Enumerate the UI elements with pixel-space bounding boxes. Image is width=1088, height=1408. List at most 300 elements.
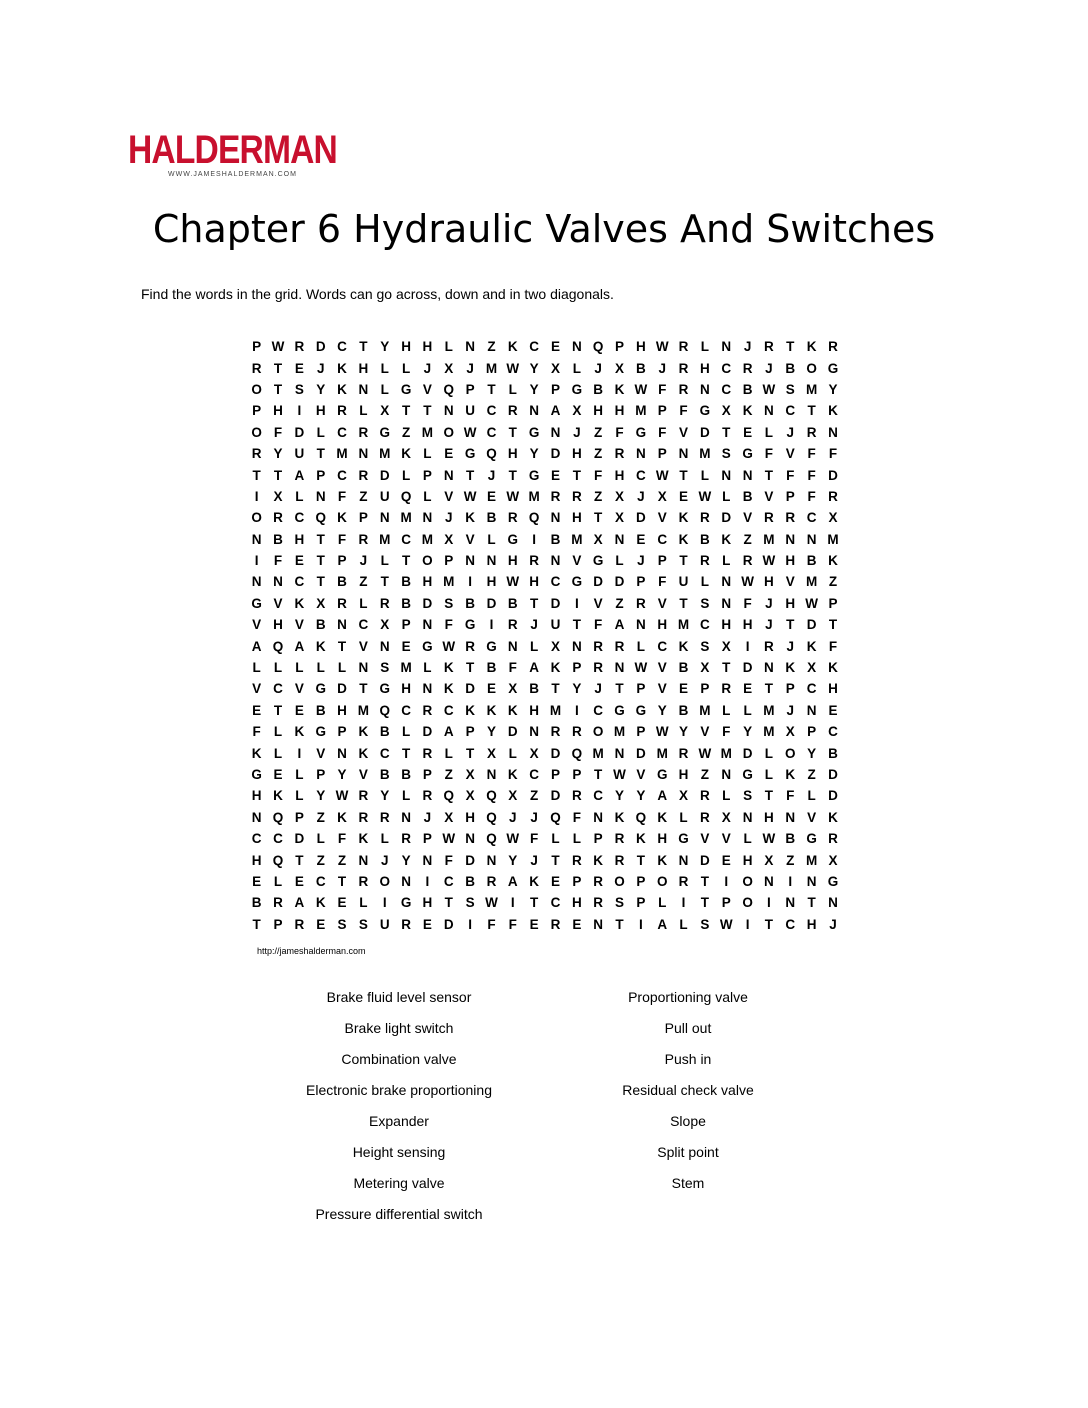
grid-letter: H (721, 617, 732, 633)
grid-letter: V (807, 809, 817, 825)
grid-letter: T (615, 681, 624, 697)
grid-letter: K (401, 446, 411, 462)
grid-letter: Q (486, 446, 497, 462)
grid-letter: M (549, 702, 562, 718)
grid-letter: L (359, 895, 368, 911)
grid-letter: R (700, 809, 710, 825)
grid-letter: Q (528, 510, 540, 526)
grid-letter: H (273, 617, 283, 633)
grid-letter: C (550, 574, 561, 590)
grid-letter: T (316, 574, 325, 590)
grid-letter: D (315, 339, 326, 355)
grid-letter: B (401, 767, 411, 782)
grid-letter: R (700, 510, 710, 526)
grid-letter: F (594, 617, 603, 633)
grid-letter: Y (401, 852, 411, 868)
grid-letter: E (486, 681, 496, 697)
grid-letter: F (530, 831, 539, 847)
grid-letter: P (465, 724, 475, 740)
grid-row (246, 571, 844, 592)
word-list-item: Push in (664, 1051, 712, 1067)
grid-letter: B (273, 531, 283, 547)
grid-letter: N (614, 745, 625, 761)
grid-letter: V (636, 767, 646, 782)
grid-letter: Y (316, 788, 326, 804)
grid-letter: V (593, 595, 603, 611)
grid-letter: T (764, 916, 774, 932)
grid-letter: E (444, 446, 454, 462)
grid-letter: H (529, 574, 540, 590)
grid-letter: P (550, 767, 560, 782)
grid-letter: T (359, 339, 368, 355)
grid-letter: C (828, 724, 838, 740)
grid-letter: P (401, 617, 411, 633)
grid-letter: C (529, 339, 540, 355)
grid-letter: S (615, 895, 625, 911)
grid-letter: L (572, 360, 581, 376)
grid-letter: B (550, 531, 561, 547)
grid-letter: B (678, 702, 689, 718)
grid-letter: C (550, 895, 561, 911)
grid-letter: G (315, 724, 326, 740)
grid-letter: Z (786, 852, 795, 868)
grid-letter: P (657, 403, 667, 419)
grid-letter: G (827, 873, 839, 889)
grid-letter: D (550, 745, 561, 761)
grid-row (246, 678, 844, 699)
grid-letter: R (379, 595, 390, 611)
grid-letter: P (657, 446, 667, 462)
grid-letter: V (316, 745, 326, 761)
grid-row (246, 379, 844, 400)
grid-letter: X (273, 488, 283, 504)
grid-letter: Z (743, 531, 752, 547)
grid-letter: N (422, 681, 433, 697)
grid-letter: N (614, 531, 625, 547)
grid-letter: W (463, 424, 477, 440)
grid-letter: H (251, 788, 262, 804)
grid-letter: E (572, 916, 582, 932)
grid-letter: R (678, 360, 689, 376)
grid-letter: Q (272, 638, 284, 654)
grid-letter: E (294, 553, 304, 569)
grid-letter: D (721, 510, 732, 526)
grid-letter: D (550, 595, 561, 611)
grid-letter: V (252, 681, 262, 697)
grid-letter: E (294, 873, 304, 889)
grid-letter: L (295, 488, 304, 504)
grid-letter: J (765, 617, 773, 633)
grid-letter: R (358, 424, 369, 440)
grid-letter: F (337, 488, 347, 504)
grid-letter: R (507, 510, 518, 526)
grid-letter: N (742, 809, 753, 825)
grid-letter: N (550, 424, 561, 440)
grid-letter: Q (443, 788, 455, 804)
grid-letter: H (657, 831, 668, 847)
grid-letter: W (442, 831, 456, 847)
grid-letter: Q (272, 809, 284, 825)
grid-letter: N (764, 660, 774, 676)
footer-url: http://jameshalderman.com (257, 946, 366, 956)
grid-letter: M (699, 702, 711, 718)
grid-letter: F (807, 446, 816, 462)
grid-letter: H (678, 767, 689, 782)
grid-letter: E (294, 360, 304, 376)
grid-letter: R (614, 446, 625, 462)
grid-letter: G (806, 831, 817, 847)
grid-letter: G (656, 767, 668, 782)
grid-letter: X (486, 745, 496, 761)
grid-row (246, 828, 844, 849)
grid-letter: L (423, 446, 432, 462)
grid-letter: K (337, 381, 347, 397)
grid-letter: C (401, 531, 411, 547)
grid-letter: F (572, 809, 581, 825)
grid-letter: B (785, 360, 796, 376)
grid-letter: H (465, 809, 475, 825)
grid-letter: Z (444, 767, 453, 782)
grid-letter: N (486, 767, 497, 782)
grid-letter: D (486, 595, 497, 611)
grid-letter: D (700, 852, 710, 868)
grid-letter: H (657, 617, 668, 633)
grid-letter: N (721, 767, 732, 782)
grid-letter: B (315, 702, 326, 718)
grid-letter: X (807, 660, 817, 676)
grid-letter: D (422, 595, 433, 611)
grid-letter: M (592, 745, 604, 761)
grid-letter: H (764, 574, 774, 590)
grid-letter: V (465, 531, 475, 547)
grid-letter: Z (615, 595, 624, 611)
grid-letter: W (271, 339, 285, 355)
grid-letter: N (422, 617, 433, 633)
grid-letter: B (379, 767, 390, 782)
grid-letter: I (382, 895, 387, 911)
grid-letter: T (337, 873, 347, 889)
grid-letter: K (828, 403, 838, 419)
grid-letter: P (422, 467, 432, 483)
grid-letter: W (805, 595, 818, 611)
grid-letter: N (358, 446, 369, 462)
grid-letter: Z (316, 852, 325, 868)
grid-letter: T (807, 895, 816, 911)
grid-letter: K (657, 852, 668, 868)
grid-letter: O (806, 360, 817, 376)
grid-letter: P (273, 916, 283, 932)
grid-letter: P (316, 767, 326, 782)
grid-letter: Q (550, 809, 561, 825)
grid-letter: T (401, 745, 411, 761)
grid-letter: B (401, 574, 411, 590)
grid-letter: C (806, 510, 817, 526)
grid-letter: J (445, 510, 453, 526)
grid-letter: T (337, 638, 347, 654)
grid-letter: Q (400, 488, 412, 504)
grid-letter: K (443, 681, 454, 697)
grid-letter: P (252, 403, 262, 419)
grid-letter: C (486, 403, 497, 419)
grid-letter: T (252, 916, 261, 932)
grid-letter: V (657, 595, 667, 611)
grid-letter: R (828, 831, 838, 847)
grid-letter: S (358, 916, 368, 932)
grid-row (246, 892, 844, 913)
grid-letter: F (252, 724, 261, 740)
grid-letter: T (401, 403, 411, 419)
grid-letter: C (700, 617, 710, 633)
grid-letter: P (700, 681, 710, 697)
grid-letter: K (507, 767, 518, 782)
grid-letter: J (765, 595, 773, 611)
grid-letter: N (721, 339, 732, 355)
grid-letter: F (444, 617, 453, 633)
grid-letter: Q (571, 745, 583, 761)
grid-letter: V (657, 681, 667, 697)
grid-letter: B (635, 360, 646, 376)
grid-letter: P (828, 595, 838, 611)
grid-letter: M (528, 488, 540, 504)
grid-letter: T (572, 467, 581, 483)
grid-letter: T (594, 767, 603, 782)
grid-letter: N (379, 638, 390, 654)
grid-letter: V (743, 510, 753, 526)
grid-letter: T (594, 510, 603, 526)
grid-letter: F (722, 724, 731, 740)
grid-letter: N (273, 574, 283, 590)
grid-letter: J (573, 424, 581, 440)
grid-letter: V (444, 488, 454, 504)
grid-letter: F (807, 467, 816, 483)
grid-letter: N (742, 467, 753, 483)
grid-letter: Z (828, 574, 838, 590)
grid-letter: W (613, 767, 626, 782)
grid-letter: R (358, 531, 369, 547)
grid-letter: N (443, 403, 454, 419)
grid-letter: F (658, 424, 667, 440)
grid-letter: N (764, 403, 774, 419)
grid-letter: Q (592, 339, 604, 355)
grid-letter: R (358, 467, 369, 483)
grid-letter: N (785, 809, 796, 825)
grid-row (246, 486, 844, 507)
grid-letter: H (614, 403, 625, 419)
grid-letter: O (742, 895, 753, 911)
grid-letter: E (401, 638, 411, 654)
grid-letter: G (251, 767, 262, 782)
grid-letter: F (807, 488, 816, 504)
grid-letter: R (401, 916, 411, 932)
grid-letter: R (273, 895, 283, 911)
grid-letter: D (635, 510, 646, 526)
grid-letter: L (722, 553, 731, 569)
grid-letter: J (637, 488, 645, 504)
grid-letter: N (635, 617, 646, 633)
grid-letter: X (508, 681, 518, 697)
grid-letter: Q (486, 831, 497, 847)
grid-letter: F (679, 403, 688, 419)
grid-letter: X (444, 531, 454, 547)
grid-letter: E (828, 702, 838, 718)
grid-letter: G (699, 403, 711, 419)
grid-letter: V (700, 831, 710, 847)
grid-letter: B (742, 381, 753, 397)
grid-letter: T (316, 553, 325, 569)
grid-letter: P (465, 381, 475, 397)
grid-letter: C (337, 467, 347, 483)
grid-letter: V (785, 574, 795, 590)
grid-letter: F (337, 531, 347, 547)
grid-letter: H (571, 895, 582, 911)
grid-letter: F (658, 574, 667, 590)
grid-letter: P (444, 553, 454, 569)
grid-letter: W (762, 553, 776, 569)
grid-letter: H (571, 446, 582, 462)
grid-letter: X (550, 360, 560, 376)
grid-letter: C (657, 638, 668, 654)
grid-letter: M (805, 381, 818, 397)
grid-letter: X (572, 403, 582, 419)
grid-letter: C (379, 745, 390, 761)
grid-letter: Z (594, 488, 603, 504)
grid-letter: N (635, 446, 646, 462)
grid-letter: D (443, 916, 454, 932)
grid-letter: F (786, 467, 795, 483)
grid-letter: O (251, 510, 262, 526)
grid-letter: P (572, 660, 582, 676)
grid-letter: O (656, 873, 668, 889)
grid-row (246, 443, 844, 464)
grid-letter: Y (380, 788, 390, 804)
grid-letter: O (422, 553, 433, 569)
grid-letter: L (487, 531, 496, 547)
grid-letter: N (678, 852, 689, 868)
grid-letter: N (614, 660, 625, 676)
grid-letter: R (700, 553, 710, 569)
grid-letter: C (358, 617, 369, 633)
grid-letter: G (379, 681, 390, 697)
grid-letter: N (251, 531, 262, 547)
grid-letter: R (379, 809, 390, 825)
grid-letter: M (805, 852, 818, 868)
grid-letter: D (806, 617, 817, 633)
grid-letter: Y (529, 360, 539, 376)
grid-letter: E (636, 531, 646, 547)
grid-letter: J (594, 681, 602, 697)
grid-letter: J (509, 809, 517, 825)
grid-letter: A (550, 403, 561, 419)
grid-letter: P (807, 724, 817, 740)
grid-letter: T (551, 681, 560, 697)
grid-letter: C (635, 467, 646, 483)
grid-letter: K (806, 339, 817, 355)
grid-letter: D (742, 660, 753, 676)
grid-letter: F (273, 424, 283, 440)
grid-letter: L (700, 467, 710, 483)
grid-letter: O (742, 873, 753, 889)
grid-letter: R (507, 617, 518, 633)
grid-letter: L (700, 339, 710, 355)
grid-letter: B (529, 681, 540, 697)
grid-letter: W (655, 724, 669, 740)
grid-letter: J (316, 360, 325, 376)
grid-letter: Q (443, 381, 455, 397)
grid-letter: C (721, 381, 732, 397)
grid-letter: T (786, 339, 795, 355)
grid-letter: B (593, 381, 604, 397)
grid-letter: V (572, 553, 582, 569)
grid-letter: R (678, 381, 689, 397)
grid-letter: A (443, 724, 454, 740)
grid-letter: J (423, 360, 432, 376)
grid-letter: G (379, 424, 390, 440)
grid-letter: L (401, 360, 411, 376)
grid-letter: C (785, 916, 796, 932)
grid-letter: V (657, 510, 667, 526)
grid-letter: L (316, 660, 325, 676)
grid-letter: E (550, 339, 560, 355)
grid-letter: L (423, 660, 432, 676)
grid-letter: T (359, 681, 368, 697)
grid-letter: V (764, 488, 774, 504)
grid-letter: Z (530, 788, 539, 804)
grid-letter: X (465, 767, 475, 782)
grid-letter: T (273, 381, 283, 397)
grid-letter: L (722, 488, 731, 504)
grid-letter: M (720, 745, 732, 761)
grid-letter: R (678, 873, 689, 889)
grid-letter: B (742, 488, 753, 504)
grid-letter: S (380, 660, 390, 676)
grid-letter: B (806, 553, 817, 569)
grid-letter: A (294, 467, 305, 483)
grid-letter: X (316, 595, 326, 611)
grid-letter: X (550, 638, 560, 654)
grid-letter: H (742, 852, 753, 868)
grid-letter: T (295, 852, 304, 868)
word-list-item: Split point (657, 1144, 719, 1160)
grid-letter: G (635, 702, 647, 718)
grid-letter: K (294, 724, 305, 740)
grid-letter: C (273, 831, 283, 847)
grid-letter: H (806, 916, 817, 932)
grid-letter: L (807, 788, 816, 804)
grid-letter: T (679, 553, 688, 569)
grid-letter: L (295, 660, 304, 676)
grid-letter: X (700, 660, 710, 676)
grid-letter: A (507, 873, 518, 889)
grid-letter: G (635, 424, 647, 440)
grid-letter: S (700, 916, 710, 932)
grid-letter: H (742, 617, 753, 633)
grid-letter: X (380, 617, 390, 633)
grid-letter: Y (337, 767, 347, 782)
grid-letter: I (681, 895, 686, 911)
grid-letter: N (337, 617, 347, 633)
grid-letter: L (722, 702, 731, 718)
grid-letter: E (252, 873, 262, 889)
grid-letter: Z (316, 809, 325, 825)
grid-letter: X (615, 488, 625, 504)
grid-letter: M (805, 574, 818, 590)
grid-letter: Q (272, 852, 284, 868)
grid-letter: L (380, 360, 389, 376)
instructions: Find the words in the grid. Words can go across, down and in two diagonals. (141, 286, 614, 302)
grid-letter: T (764, 788, 774, 804)
grid-letter: G (486, 638, 497, 654)
grid-letter: K (486, 702, 497, 718)
